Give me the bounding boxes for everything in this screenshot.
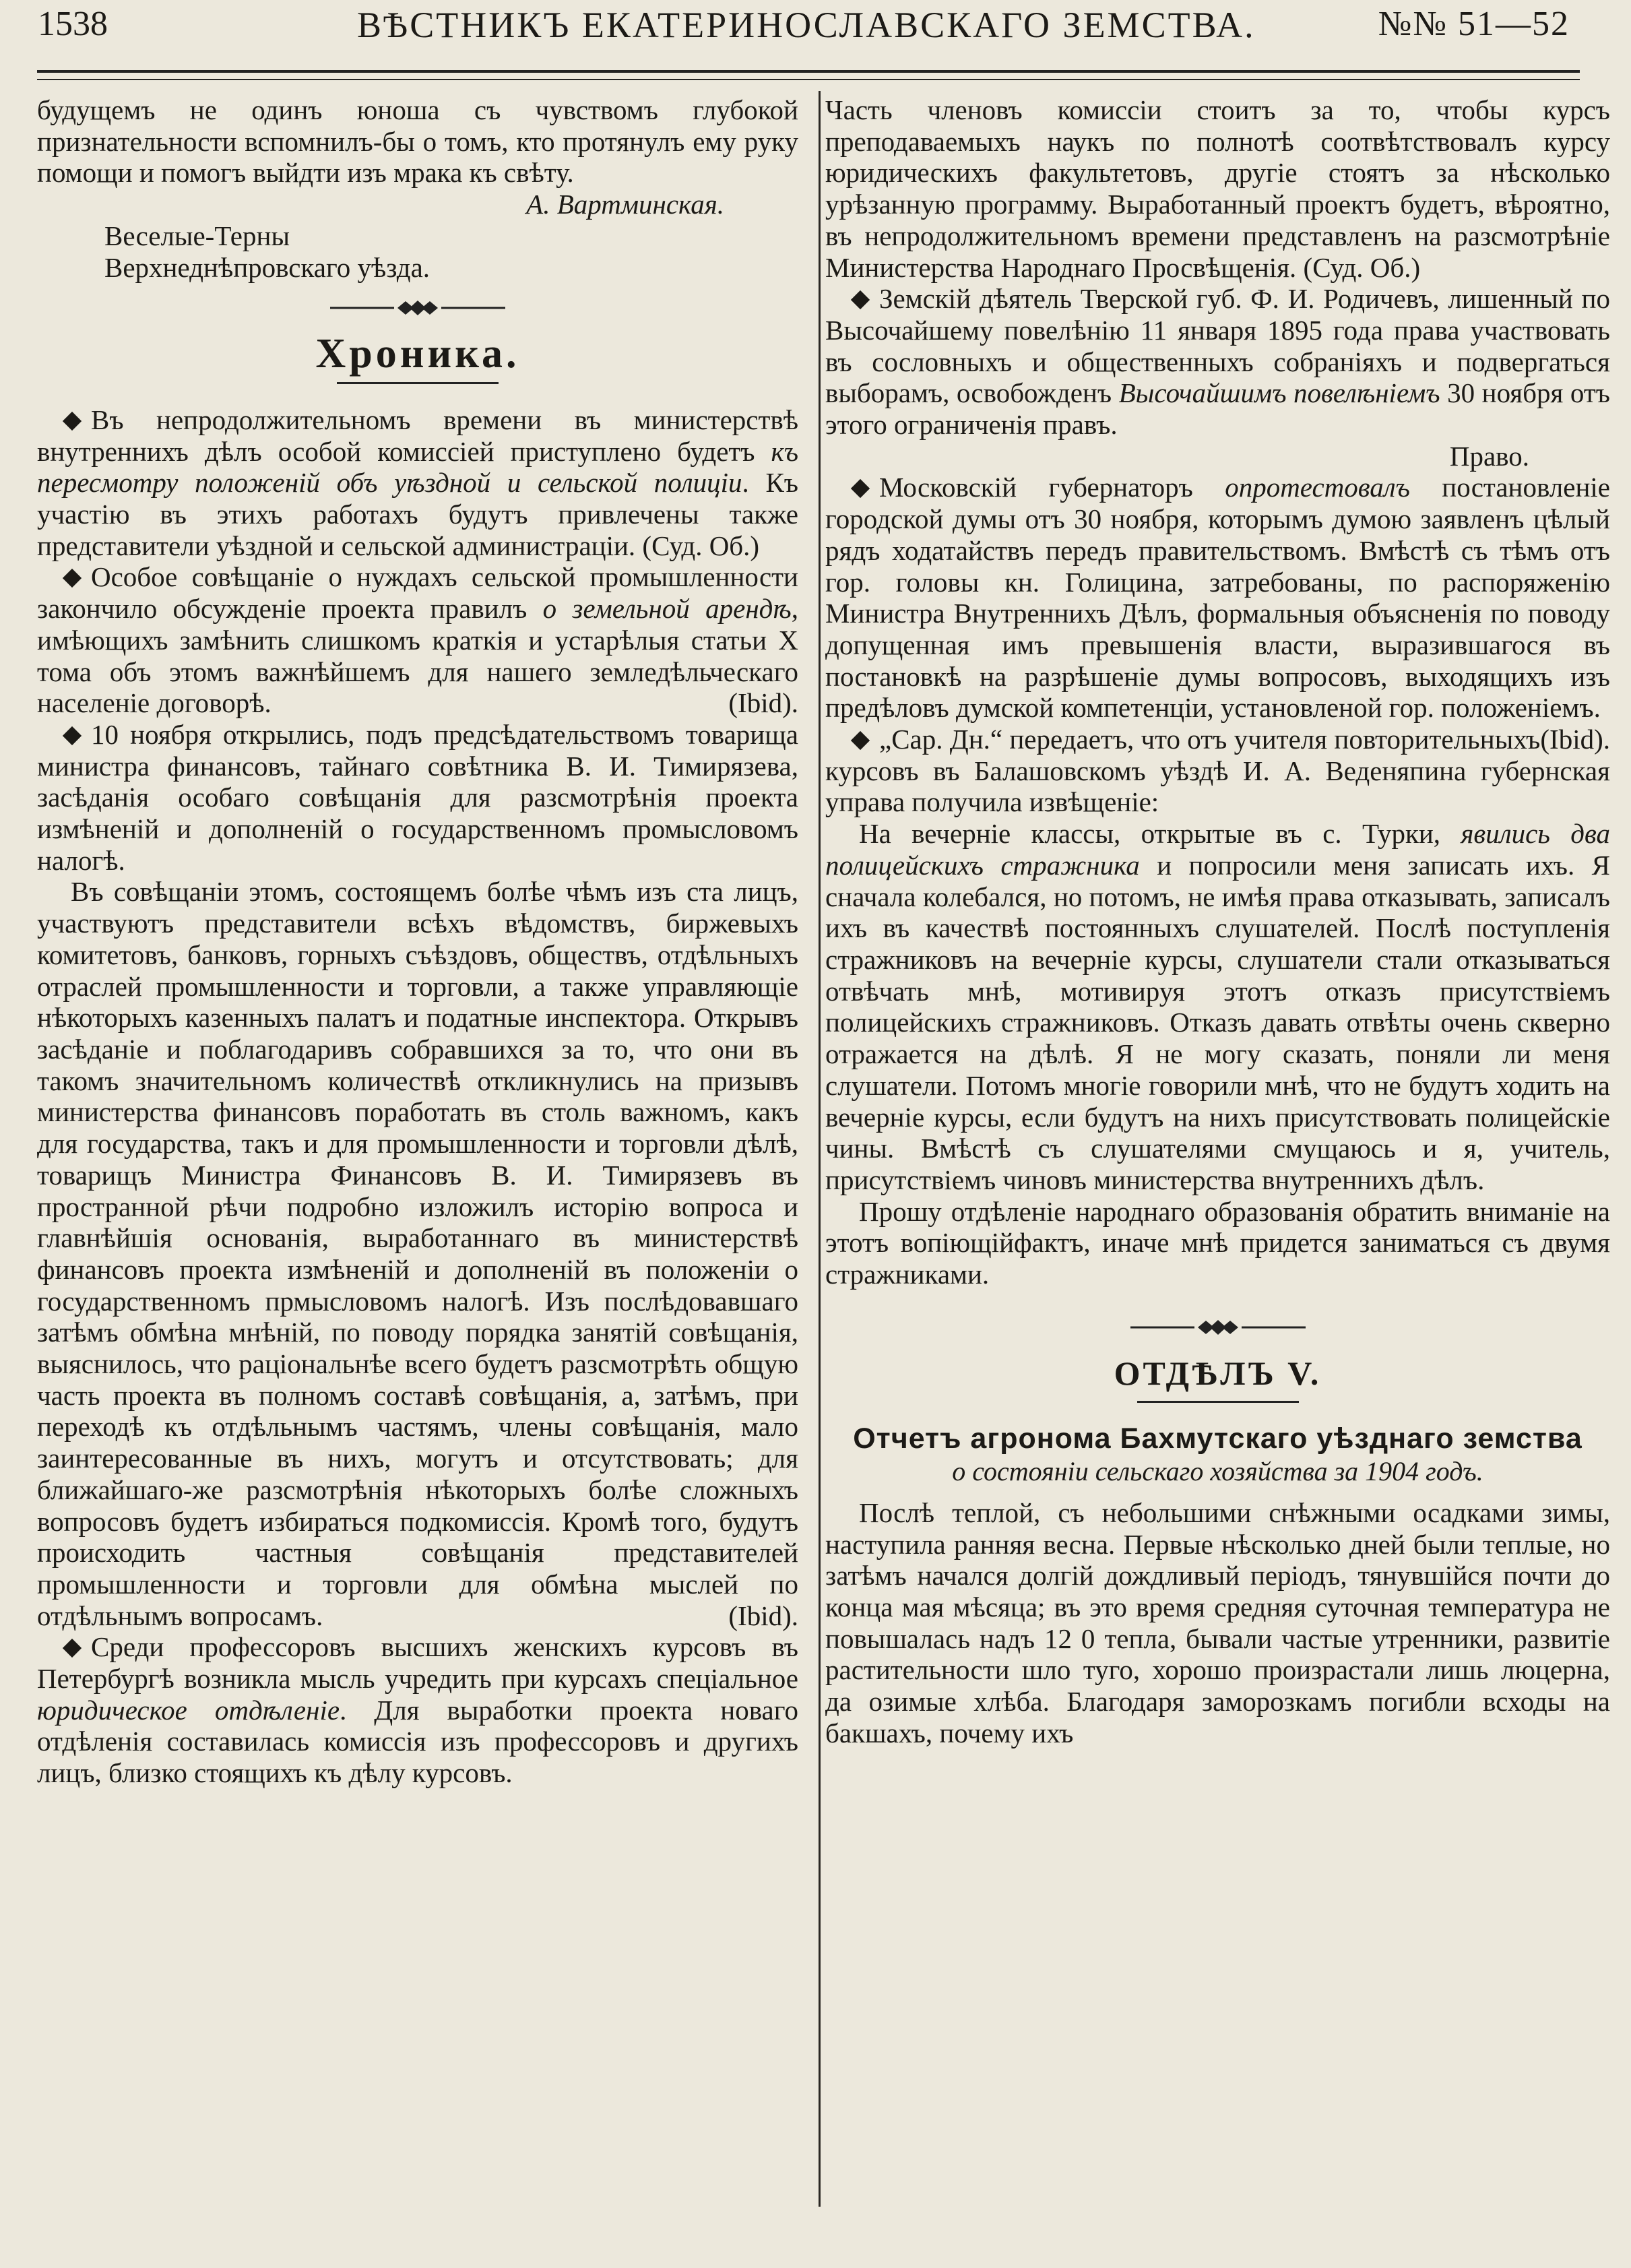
source-ref: (Ibid). [728, 1600, 798, 1631]
title-underline [1137, 1401, 1299, 1403]
news-item: Земскiй дѣятель Тверской губ. Ф. И. Родичевъ, лишенный по Высочайшему повелѣнiю 11 января 1895 года права участвовать въ сословныхъ и общественныхъ собранiяхъ и подвергаться выборамъ, освобожденъ Высочайшимъ повелѣнiемъ 30 ноября отъ этого ограниченiя правъ. [825, 283, 1610, 441]
journal-title: ВѢСТНИКЪ ЕКАТЕРИНОСЛАВСКАГО ЗЕМСТВА. [357, 5, 1256, 45]
report-text: Послѣ теплой, съ небольшими снѣжными осадками зимы, наступила ранняя весна. Первые нѣсколько дней были теплые, но затѣмъ начался долгiй дождливый перiодъ, тянувшiйся почти до конца мая мѣсяца; въ это время средняя суточная температура не повышалась надъ 12 0 тепла, бывали частые утренники, развитiе растительности шло туго, хорошо произрастали лишь люцерна, да озимые хлѣба. Благодаря заморозкамъ погибли всходы на бакшахъ, почему ихъ [825, 1497, 1610, 1749]
letter-place: Веселые-Терны [104, 220, 290, 251]
news-item: Среди профессоровъ высшихъ женскихъ курсовъ въ Петербургѣ возникла мысль учредить при курсахъ спецiальное юридическое отдѣленiе. Для выработки проекта новаго отдѣленiя составилась комиссiя изъ профессоровъ и другихъ лицъ, близко стоящихъ къ дѣлу курсовъ. [37, 1631, 798, 1789]
diamond-bullet-icon [53, 412, 91, 432]
diamond-bullet-icon [841, 290, 879, 311]
report-title: Отчетъ агронома Бахмутскаго уѣзднаго земства [853, 1422, 1582, 1455]
letter-quote: На вечернiе классы, открытые въ с. Турки, явились два полицейскихъ стражника и попросили меня записать ихъ. Я сначала колебался, но потомъ, не имѣя права отказывать, записалъ ихъ въ качествѣ постоянныхъ слушателей. Послѣ поступленiя стражниковъ на вечернiе курсы, слушатели стали отказываться отвѣчать мнѣ, мотивируя этотъ отказъ присутствiемъ полицейскихъ стражниковъ. Отказъ давать отвѣты очень скверно отражается на дѣлѣ. Я не могу сказать, поняли ли меня слушатели. Потомъ многiе говорили мнѣ, что не будутъ ходить на вечернiе курсы, если будутъ на нихъ присутствовать полицейскiе чины. Вмѣстѣ съ слушателями смущаюсь и я, учитель, присутствiемъ чиновъ министерства внутреннихъ дѣлъ. [825, 818, 1610, 1195]
header-rule [37, 70, 1580, 80]
left-column [37, 94, 798, 1789]
right-column [825, 94, 1610, 1749]
column-divider [819, 91, 821, 2207]
diamond-bullet-icon [53, 1639, 91, 1659]
section-title-chronicle: Хроника. [315, 331, 520, 377]
news-item: 10 ноября открылись, подъ предсѣдательствомъ товарища министра финансовъ, тайнаго совѣтника В. И. Тимирязева, засѣданiя особаго совѣщанiя для разсмотрѣнiя проекта измѣненiй и дополненiй о государственномъ промысловомъ налогѣ. [37, 718, 798, 876]
source-ref: (Ibid). [728, 687, 798, 719]
diamond-bullet-icon [53, 569, 91, 589]
ornament-divider [1130, 1317, 1306, 1337]
news-item: Въ непродолжительномъ времени въ министерствѣ внутреннихъ дѣлъ особой комиссiей приступлено будетъ къ пересмотру положенiй объ уѣздной и сельской полицiи. Къ участiю въ этихъ работахъ будутъ привлечены также представители уѣздной и сельской администрацiи. (Суд. Об.) [37, 404, 798, 561]
page-number: 1538 [38, 5, 108, 43]
letter-district: Верхнеднѣпровскаго уѣзда. [104, 251, 430, 283]
source-ref: Право. [1449, 440, 1529, 472]
letter-ending: будущемъ не одинъ юноша съ чувствомъ глубокой признательности вспомнилъ-бы о томъ, кто протянулъ ему руку помощи и помогъ выйдти изъ мрака къ свѣту. [37, 94, 798, 189]
report-subtitle: о состоянiи сельскаго хозяйства за 1904 годъ. [952, 1456, 1483, 1487]
ornament-divider [330, 298, 505, 318]
letter-signature: А. Вартминская. [526, 189, 724, 220]
section-heading: ОТДѢЛЪ V. [1114, 1354, 1322, 1392]
news-continuation: Часть членовъ комиссiи стоитъ за то, чтобы курсъ преподаваемыхъ наукъ по полнотѣ соотвѣтствовалъ курсу юридическихъ факультетовъ, другiе стоятъ за нѣсколько урѣзанную программу. Выработанный проектъ будетъ, вѣроятно, въ непродолжительномъ времени представленъ на разсмотрѣнiе Министерства Народнаго Просвѣщенiя. (Суд. Об.) [825, 94, 1610, 283]
source-ref: (Ibid). [1540, 724, 1610, 755]
news-paragraph: Въ совѣщанiи этомъ, состоящемъ болѣе чѣмъ изъ ста лицъ, участвуютъ представители всѣхъ вѣдомствъ, биржевыхъ комитетовъ, банковъ, горныхъ съѣздовъ, обществъ, отдѣльныхъ отраслей промышленности и торговли, а также управляющiе нѣкоторыхъ казенныхъ палатъ и податные инспектора. Открывъ засѣданiе и поблагодаривъ собравшихся за то, что они въ такомъ значительномъ количествѣ откликнулись на призывъ министерства финансовъ поработать въ столь важномъ, какъ для государства, такъ и для промышленности и торговли дѣлѣ, товарищъ Министра Финансовъ В. И. Тимирязевъ въ пространной рѣчи подробно изложилъ исторiю вопроса и главнѣйшiя основанiя, выработаннаго въ министерствѣ финансовъ проекта измѣненiй и дополненiй въ положенiи о государственномъ прмысловомъ налогѣ. Изъ послѣдовавшаго затѣмъ обмѣна мнѣнiй, по поводу порядка занятiй совѣщанiя, выяснилось, что рацiональнѣе всего будетъ разсмотрѣть общую часть проекта въ полномъ составѣ совѣщанiя, а, затѣмъ, при переходѣ къ отдѣльнымъ частямъ, члены совѣщанiя, мало заинтересованные въ нихъ, могутъ и отсутствовать; для ближайшаго-же разсмотрѣнiя нѣкоторыхъ болѣе сложныхъ вопросовъ будетъ избираться подкомиссiя. Кромѣ того, будутъ происходить частныя совѣщанiя представителей промышленности и торговли для обмѣна мыслей по отдѣльнымъ вопросамъ. (Ibid). [37, 876, 798, 1631]
title-underline [337, 382, 499, 384]
news-item: „Сар. Дн.“ передаетъ, что отъ учителя повторительныхъ курсовъ въ Балашовскомъ уѣздѣ И. А. Веденяпина губернская управа получила извѣщенiе: [825, 724, 1610, 818]
diamond-bullet-icon [841, 731, 879, 751]
news-item: Московскiй губернаторъ опротестовалъ постановленiе городской думы отъ 30 ноября, которымъ думою заявленъ цѣлый рядъ ходатайствъ передъ правительствомъ. Вмѣстѣ съ тѣмъ отъ гор. головы кн. Голицина, затребованы, по распоряженiю Министра Внутреннихъ Дѣлъ, формальныя объясненiя по поводу допущенная имъ превышенiя власти, выразившагося въ постановкѣ на разрѣшенiе думы вопросовъ, выходящихъ изъ предѣловъ думской компетенцiи, установленой гор. положенiемъ. (Ibid). [825, 472, 1610, 755]
letter-quote-end: Прошу отдѣленiе народнаго образованiя обратить вниманiе на этотъ вопiющiйфактъ, иначе мнѣ придется заниматься съ двумя стражниками. [825, 1195, 1610, 1290]
diamond-bullet-icon [841, 479, 879, 499]
news-item: Особое совѣщанiе о нуждахъ сельской промышленности закончило обсужденiе проекта правилъ о земельной арендѣ, имѣющихъ замѣнить слишкомъ краткiя и устарѣлыя статьи X тома объ этомъ важнѣйшемъ для нашего земледѣльческаго населенiе договорѣ. (Ibid). [37, 561, 798, 719]
issue-number: №№ 51—52 [1378, 5, 1570, 43]
page-header [27, 4, 1576, 58]
diamond-bullet-icon [53, 726, 91, 747]
